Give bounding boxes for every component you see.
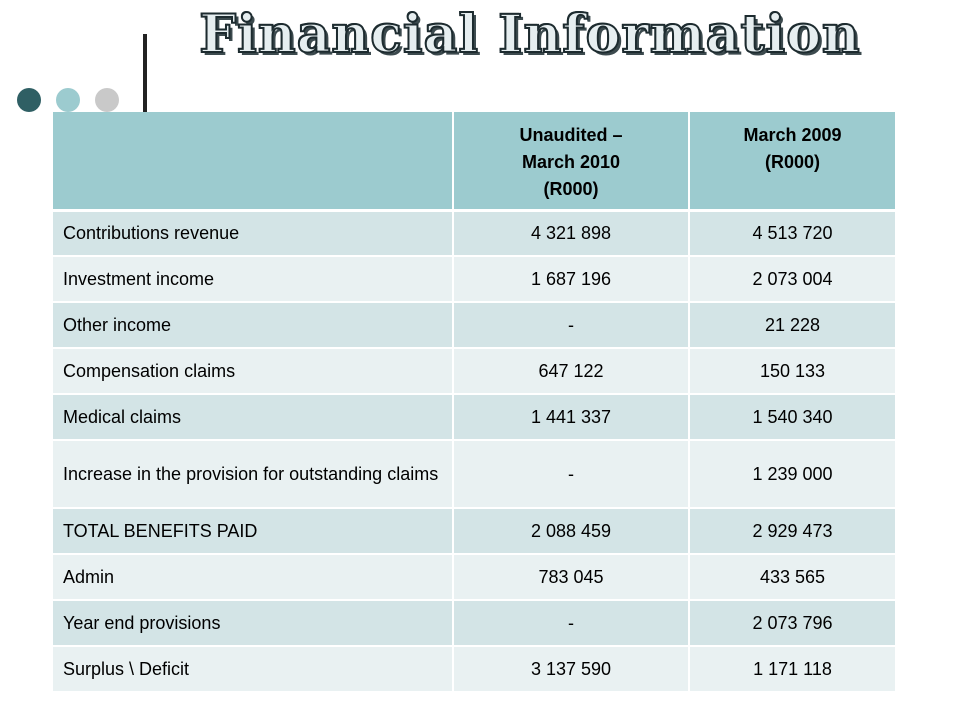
dot-teal [56,88,80,112]
table-row [53,554,895,600]
value-march-2009: 4 513 720 [689,210,895,256]
header-march-2009 [689,112,895,210]
header-line: March 2009 [743,125,842,145]
row-label: Compensation claims [53,348,453,394]
row-label: Investment income [53,256,453,302]
value-march-2010: 4 321 898 [453,210,689,256]
header-march-2010 [453,112,689,210]
table-row [53,210,895,256]
table-row [53,256,895,302]
table-row [53,394,895,440]
row-label: Admin [53,554,453,600]
decorative-dots [17,88,119,112]
dot-dark [17,88,41,112]
value-march-2010: 1 441 337 [453,394,689,440]
table-row [53,348,895,394]
header-line: March 2010 [521,152,621,172]
row-label: Other income [53,302,453,348]
value-march-2009: 433 565 [689,554,895,600]
header-line: (R000) [543,179,599,199]
dot-grey [95,88,119,112]
row-label: Contributions revenue [53,210,453,256]
table-header-row [53,112,895,210]
table-row [53,302,895,348]
row-label: Year end provisions [53,600,453,646]
value-march-2010: - [453,600,689,646]
table-row [53,440,895,508]
slide-title: Financial Information [199,3,861,65]
value-march-2010: 783 045 [453,554,689,600]
value-march-2009: 2 929 473 [689,508,895,554]
header-empty [53,112,453,210]
value-march-2010: 2 088 459 [453,508,689,554]
row-label: TOTAL BENEFITS PAID [53,508,453,554]
value-march-2010: - [453,440,689,508]
title-divider-line [143,34,147,112]
value-march-2009: 1 239 000 [689,440,895,508]
row-label: Increase in the provision for outstanding claims [53,440,453,508]
value-march-2009: 150 133 [689,348,895,394]
value-march-2010: 647 122 [453,348,689,394]
value-march-2009: 1 540 340 [689,394,895,440]
value-march-2009: 21 228 [689,302,895,348]
value-march-2010: - [453,302,689,348]
value-march-2009: 2 073 796 [689,600,895,646]
value-march-2009: 1 171 118 [689,646,895,692]
table-row [53,508,895,554]
value-march-2010: 3 137 590 [453,646,689,692]
table-row [53,600,895,646]
row-label: Medical claims [53,394,453,440]
table-row [53,646,895,692]
value-march-2010: 1 687 196 [453,256,689,302]
row-label: Surplus \ Deficit [53,646,453,692]
header-line: Unaudited – [519,125,623,145]
financial-table [53,112,895,693]
value-march-2009: 2 073 004 [689,256,895,302]
header-line: (R000) [764,152,821,172]
